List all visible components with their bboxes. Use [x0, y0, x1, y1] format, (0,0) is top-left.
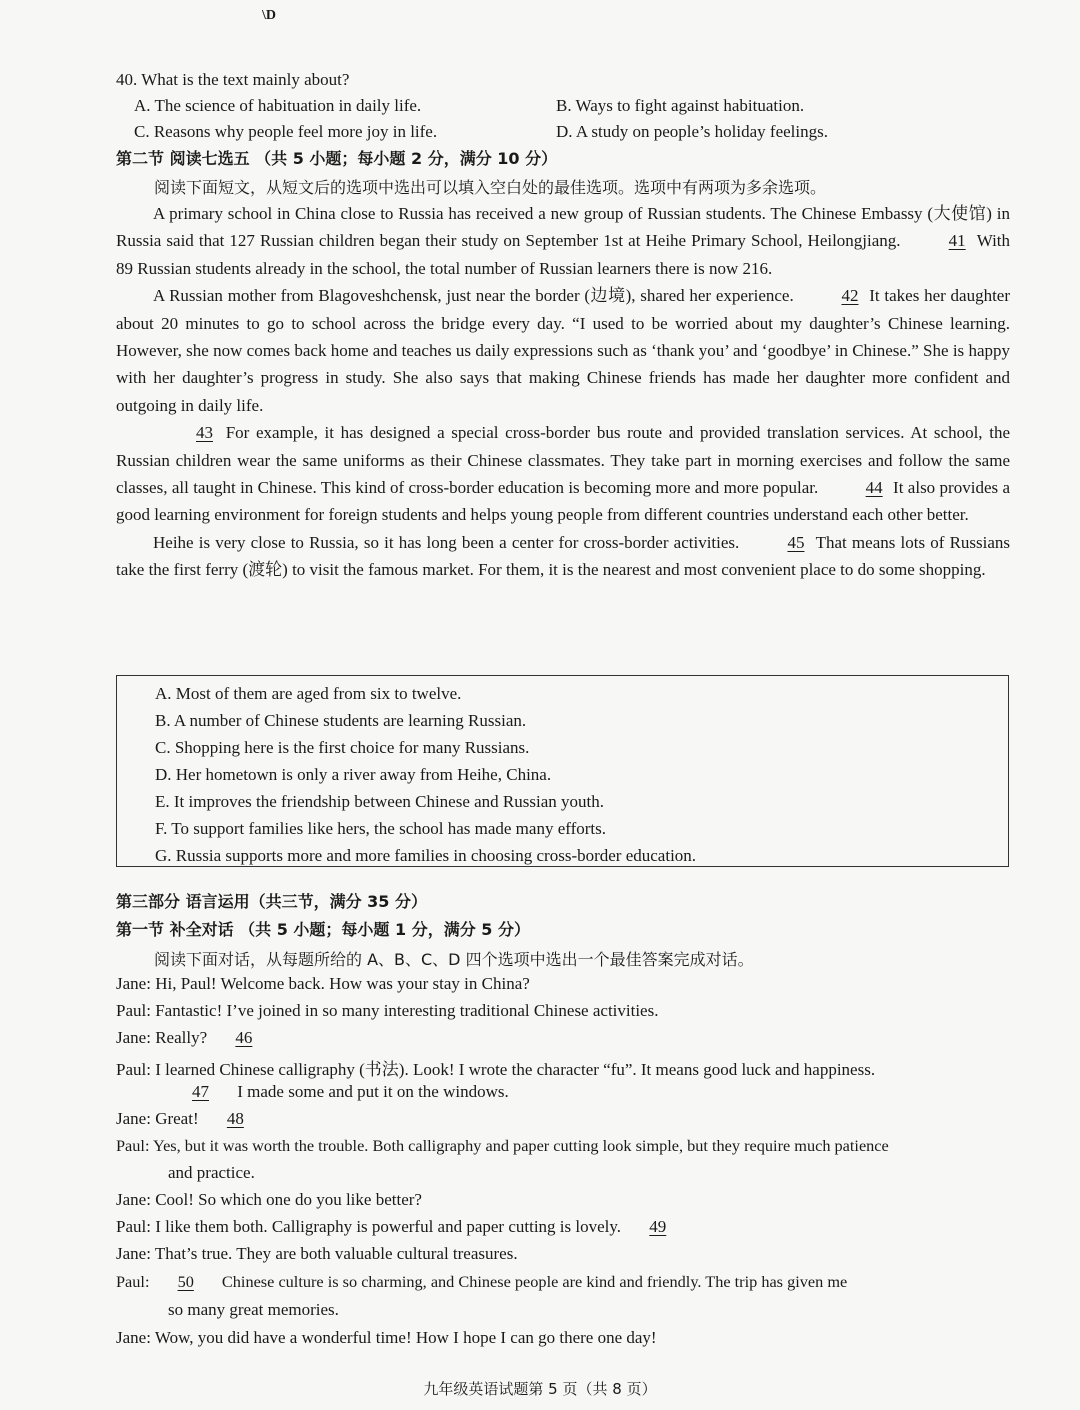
- blank-46: 46: [235, 1028, 253, 1047]
- speaker: Jane:: [116, 1190, 151, 1209]
- dialogue-line: [168, 1300, 339, 1320]
- dialogue-line: [168, 1163, 255, 1183]
- dialogue-line: [116, 1001, 658, 1021]
- p1-text-b: With 89 Russian students already in the school, the total number of Russian learners there is now 216.: [116, 231, 1011, 278]
- paragraph-2: [116, 282, 1010, 419]
- option-c: C. Reasons why people feel more joy in life.: [134, 122, 438, 141]
- dialogue-text: and practice.: [168, 1163, 255, 1182]
- question-40-stem: 40. What is the text mainly about?: [116, 70, 350, 89]
- blank-42: 42: [841, 286, 859, 306]
- speaker: Jane:: [116, 1244, 151, 1263]
- dialogue-text: Fantastic! I’ve joined in so many interesting traditional Chinese activities.: [155, 1001, 659, 1020]
- p4-text-a: Heihe is very close to Russia, so it has long been a center for cross-border activities.: [153, 532, 740, 552]
- blank-48: 48: [226, 1109, 244, 1128]
- p1-text-a: A primary school in China close to Russia has received a new group of Russian students. The Chinese Embassy (大使馆) in Russia said that 127 Russian children began their study on September 1st at Heihe Primary School, Heilongjiang.: [116, 204, 1010, 251]
- speaker: Paul:: [116, 1217, 151, 1236]
- dialogue-text: Cool! So which one do you like better?: [155, 1190, 422, 1209]
- dialogue-line: [116, 1109, 268, 1129]
- dialogue-text: I made some and put it on the windows.: [237, 1082, 509, 1101]
- part-3-heading: 第三部分 语言运用（共三节，满分 35 分）: [116, 892, 427, 911]
- speaker: Paul:: [116, 1272, 150, 1291]
- blank-50: 50: [177, 1272, 194, 1291]
- dialogue-text: I learned Chinese calligraphy (书法). Look! I wrote the character “fu”. It means good luck and happiness.: [155, 1060, 876, 1079]
- part-3-section-1-heading: 第一节 补全对话 （共 5 小题；每小题 1 分，满分 5 分）: [116, 920, 530, 939]
- p3-text-a: For example, it has designed a special cross-border bus route and provided translation services. At school, the Russian children wear the same uniforms as their Chinese classmates. They take part in morning exercises and follow the same classes, all taught in Chinese. This kind of cross-border education is becoming more and more popular.: [116, 423, 1010, 498]
- dialogue-line: [168, 1082, 509, 1102]
- choice-e: E. It improves the friendship between Chinese and Russian youth.: [155, 792, 604, 811]
- paragraph-4: [116, 529, 1010, 584]
- section-2-heading: 第二节 阅读七选五 （共 5 小题；每小题 2 分，满分 10 分）: [116, 149, 558, 168]
- blank-49: 49: [649, 1217, 667, 1236]
- dialogue-text: Wow, you did have a wonderful time! How I hope I can go there one day!: [154, 1328, 657, 1347]
- dialogue-line: [116, 1217, 690, 1237]
- dialogue-text: Really?: [155, 1028, 208, 1047]
- dialogue-line: [116, 1028, 276, 1048]
- dialogue-line: [116, 1328, 657, 1348]
- dialogue-line: [116, 974, 530, 994]
- blank-41: 41: [948, 231, 966, 251]
- dialogue-text: Chinese culture is so charming, and Chinese people are kind and friendly. The trip has given me: [221, 1272, 848, 1291]
- dialogue-line: [116, 1244, 518, 1264]
- dialogue-text: Hi, Paul! Welcome back. How was your stay in China?: [155, 974, 530, 993]
- choices-box: [116, 675, 1009, 867]
- dialogue-text: I like them both. Calligraphy is powerful and paper cutting is lovely.: [155, 1217, 622, 1236]
- speaker: Jane:: [116, 1328, 151, 1347]
- p2-text-a: A Russian mother from Blagoveshchensk, just near the border (边境), shared her experience.: [153, 286, 794, 306]
- page-footer: 九年级英语试题第 5 页（共 8 页）: [423, 1380, 657, 1398]
- option-b: B. Ways to fight against habituation.: [556, 96, 805, 115]
- corner-mark: \D: [262, 8, 276, 23]
- question-40: [116, 70, 1016, 148]
- blank-43: 43: [196, 423, 213, 443]
- paragraph-1: [116, 200, 1010, 282]
- blank-45: 45: [787, 532, 805, 552]
- choice-b: B. A number of Chinese students are learning Russian.: [155, 711, 527, 730]
- speaker: Paul:: [116, 1001, 151, 1020]
- dialogue-text: so many great memories.: [168, 1300, 339, 1319]
- choice-c: C. Shopping here is the first choice for many Russians.: [155, 738, 530, 757]
- choice-a: A. Most of them are aged from six to twelve.: [155, 684, 462, 703]
- dialogue-line: [116, 1272, 847, 1292]
- p2-text-b: It takes her daughter about 20 minutes to go to school across the bridge every day. “I used to be worried about my daughter’s Chinese learning. However, she now comes back home and teaches us daily expressions such as ‘thank you’ and ‘goodbye’ in Chinese.” She is happy with her daughter’s progress in study. She also says that making Chinese friends has made her daughter more confident and outgoing in daily life.: [116, 286, 1011, 415]
- reading-passage: [116, 200, 1010, 584]
- part-3-instruction: 阅读下面对话，从每题所给的 A、B、C、D 四个选项中选出一个最佳答案完成对话。: [154, 950, 754, 969]
- choice-g: G. Russia supports more and more families in choosing cross-border education.: [155, 846, 697, 865]
- section-2-instruction: 阅读下面短文，从短文后的选项中选出可以填入空白处的最佳选项。选项中有两项为多余选项。: [154, 178, 827, 197]
- dialogue-text: Yes, but it was worth the trouble. Both calligraphy and paper cutting look simple, but they require much patience: [152, 1136, 889, 1155]
- p3-text-b: It also provides a good learning environment for foreign students and helps young people from different countries understand each other better.: [116, 478, 1011, 525]
- choice-d: D. Her hometown is only a river away from Heihe, China.: [155, 765, 552, 784]
- dialogue-text: Great!: [155, 1109, 199, 1128]
- choice-f: F. To support families like hers, the school has made many efforts.: [155, 819, 607, 838]
- speaker: Jane:: [116, 974, 151, 993]
- speaker: Paul:: [116, 1060, 151, 1079]
- blank-44: 44: [865, 478, 883, 498]
- dialogue-line: [116, 1136, 889, 1156]
- dialogue-text: That’s true. They are both valuable cultural treasures.: [154, 1244, 518, 1263]
- speaker: Jane:: [116, 1028, 151, 1047]
- speaker: Paul:: [116, 1136, 150, 1155]
- paragraph-3: [116, 419, 1010, 529]
- dialogue-line: [116, 1190, 422, 1210]
- dialogue-line: [116, 1055, 875, 1080]
- blank-47: 47: [192, 1082, 209, 1101]
- option-d: D. A study on people’s holiday feelings.: [556, 122, 828, 141]
- option-a: A. The science of habituation in daily life.: [134, 96, 422, 115]
- p4-text-b: That means lots of Russians take the first ferry (渡轮) to visit the famous market. For them, it is the nearest and most convenient place to do some shopping.: [116, 532, 1011, 580]
- speaker: Jane:: [116, 1109, 151, 1128]
